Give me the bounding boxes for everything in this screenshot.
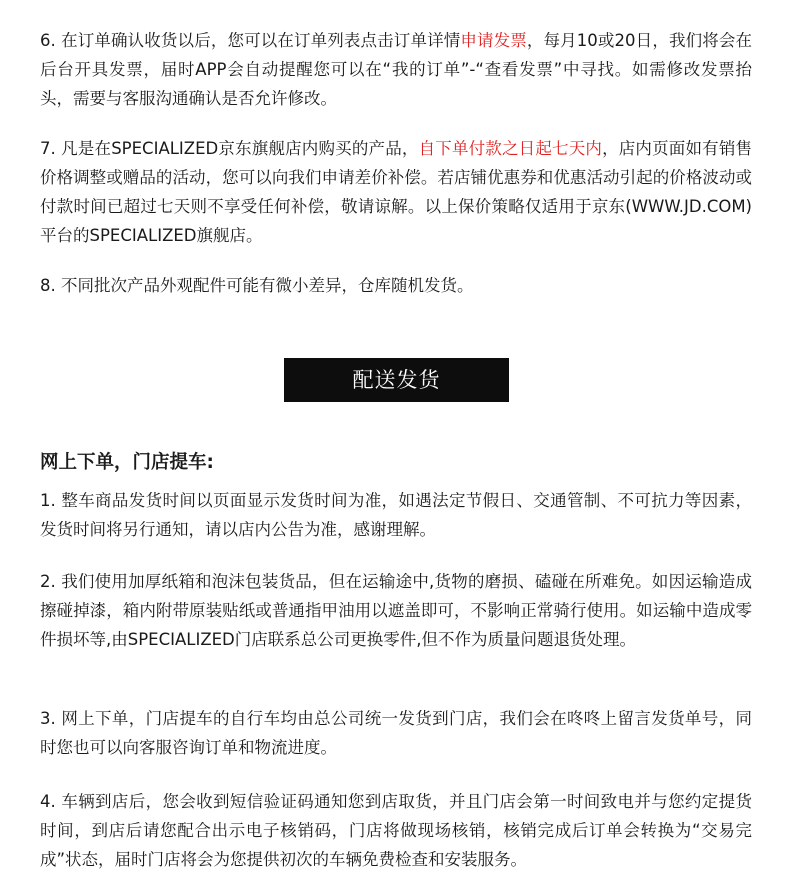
delivery-item-3: 3. 网上下单，门店提车的自行车均由总公司统一发货到门店，我们会在咚咚上留言发货单号，同时您也可以向客服咨询订单和物流进度。 xyxy=(40,709,752,757)
policy-item-6 xyxy=(40,26,752,113)
online-order-pickup-heading: 网上下单，门店提车: xyxy=(40,452,214,473)
policy-item-7-text-start: 7. 凡是在SPECIALIZED京东旗舰店内购买的产品， xyxy=(40,139,419,158)
policy-item-8: 8. 不同批次产品外观配件可能有微小差异，仓库随机发货。 xyxy=(40,276,474,295)
delivery-item-4: 4. 车辆到店后，您会收到短信验证码通知您到店取货，并且门店会第一时间致电并与您约定提货时间，到店后请您配合出示电子核销码，门店将做现场核销，核销完成后订单会转换为“交易完成”状态，届时门店将会为您提供初次的车辆免费检查和安装服务。 xyxy=(40,792,752,869)
delivery-item-2: 2. 我们使用加厚纸箱和泡沫包装货品，但在运输途中,货物的磨损、磕碰在所难免。如因运输造成擦碰掉漆，箱内附带原装贴纸或普通指甲油用以遮盖即可，不影响正常骑行使用。如运输中造成零件损坏等,由SPECIALIZED门店联系总公司更换零件,但不作为质量问题退货处理。 xyxy=(40,572,752,649)
apply-invoice-highlight: 申请发票 xyxy=(460,31,527,50)
policy-item-7-text-end: ，店内页面如有销售价格调整或赠品的活动，您可以向我们申请差价补偿。若店铺优惠券和优惠活动引起的价格波动或付款时间已超过七天则不享受任何补偿，敬请谅解。以上保价策略仅适用于京东(WWW.JD.COM)平台的SPECIALIZED旗舰店。 xyxy=(40,139,753,245)
delivery-item-1: 1. 整车商品发货时间以页面显示发货时间为准，如遇法定节假日、交通管制、不可抗力等因素，发货时间将另行通知，请以店内公告为准，感谢理解。 xyxy=(40,491,752,539)
policy-item-6-text-start: 6. 在订单确认收货以后，您可以在订单列表点击订单详情 xyxy=(40,31,461,50)
delivery-section-banner: 配送发货 xyxy=(284,358,509,402)
policy-item-7 xyxy=(40,134,752,250)
policy-item-6-text-end: ，每月10或20日，我们将会在后台开具发票，届时APP会自动提醒您可以在“我的订单”-“查看发票”中寻找。如需修改发票抬头，需要与客服沟通确认是否允许修改。 xyxy=(40,31,752,108)
seven-day-highlight: 自下单付款之日起七天内 xyxy=(418,139,603,158)
